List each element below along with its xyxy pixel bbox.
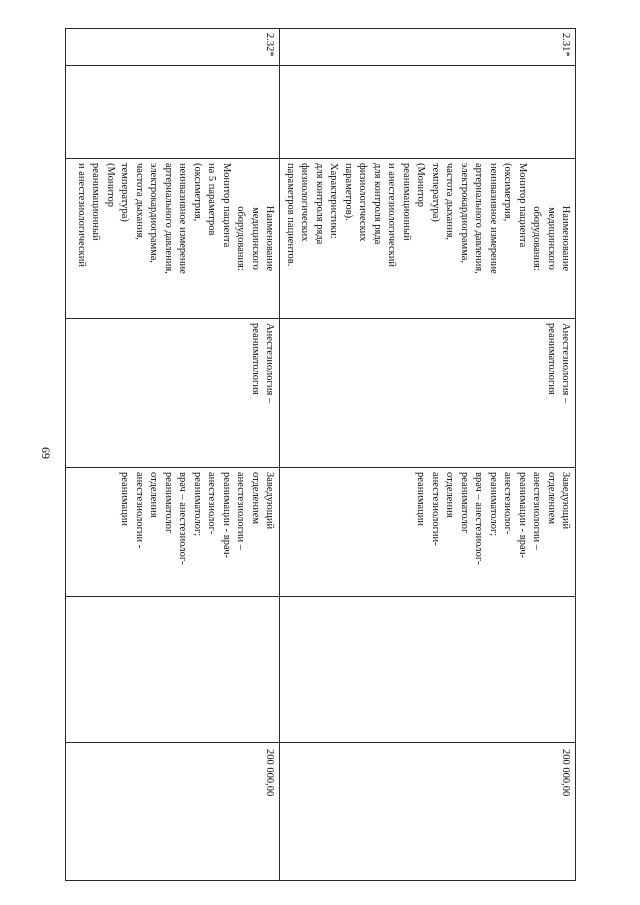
- empty-cell: [280, 597, 576, 743]
- equipment-name-line: физиологических: [299, 163, 311, 242]
- equipment-name-line: для контроля ряда: [313, 163, 325, 245]
- table-row: [66, 29, 280, 881]
- position-line: реаниматолог;: [191, 472, 203, 537]
- position-line: Заведующий: [264, 472, 275, 530]
- row-number-cell: [66, 29, 280, 66]
- equipment-name-line: реанимационный: [400, 163, 412, 241]
- equipment-name-line: артериального давления,: [162, 163, 174, 274]
- equipment-name-line: температура): [119, 163, 131, 222]
- rotated-table-frame: [66, 28, 576, 880]
- equipment-name-header-line: Наименование: [264, 205, 275, 272]
- equipment-name-line: (Монитор: [415, 163, 427, 208]
- position-line: реанимации: [119, 472, 131, 527]
- equipment-name-header-line: медицинского: [249, 207, 261, 270]
- table-container: [66, 28, 576, 880]
- position-line: отделением: [249, 472, 261, 525]
- equipment-name-line: и анестезиологический: [75, 163, 87, 267]
- table-row: [280, 29, 576, 881]
- position-line: реаниматолог: [458, 472, 470, 534]
- position-line: отделения: [148, 472, 160, 518]
- specialty-line: Анестезиология –: [560, 323, 571, 404]
- equipment-name-line: на 5 параметров: [206, 163, 218, 236]
- price-cell: [280, 743, 576, 881]
- position-line: анестезиологии -: [133, 472, 145, 549]
- equipment-name-line: неинвазивное измерение: [177, 163, 189, 274]
- specialty-line: Анестезиология –: [264, 323, 275, 404]
- price-value: 200 000,00: [560, 749, 571, 797]
- equipment-name-line: Монитор пациента: [220, 163, 232, 248]
- position-line: отделения: [444, 472, 456, 518]
- position-line: врач – анестезиолог-: [473, 472, 485, 565]
- position-line: анестезиологии –: [235, 472, 247, 551]
- code-cell: [280, 66, 576, 159]
- position-line: реаниматолог: [162, 472, 174, 534]
- equipment-table: [65, 28, 576, 881]
- equipment-name-line: параметров пациентов.: [284, 163, 296, 267]
- price-value: 200 000,00: [264, 749, 275, 797]
- equipment-name-line: параметров).: [342, 163, 354, 221]
- position-line: реанимации: [415, 472, 427, 527]
- equipment-name-line: Характеристики:: [328, 163, 340, 239]
- equipment-name-line: электрокардиограмма,: [148, 163, 160, 264]
- specialty-line: реаниматология: [249, 323, 261, 395]
- equipment-name-header-line: медицинского: [545, 207, 557, 270]
- equipment-name-line: температура): [429, 163, 441, 222]
- equipment-name-line: и анестезиологический: [386, 163, 398, 267]
- specialty-cell: [280, 319, 576, 468]
- position-line: отделением: [545, 472, 557, 525]
- row-number-cell: [280, 29, 576, 66]
- positions-cell: [280, 468, 576, 597]
- specialty-line: реаниматология: [545, 323, 557, 395]
- position-line: врач – анестезиолог-: [177, 472, 189, 565]
- equipment-name-line: Монитор пациента: [516, 163, 528, 248]
- equipment-name-line: физиологических: [357, 163, 369, 242]
- equipment-name-cell: [66, 159, 280, 319]
- equipment-name-line: частота дыхания,: [133, 163, 145, 241]
- equipment-name-header-line: оборудования:: [235, 206, 247, 271]
- position-line: анестезиолог-: [502, 472, 514, 535]
- position-line: реанимации - врач-: [220, 472, 232, 558]
- position-line: анестезиологии-: [429, 472, 441, 546]
- page-number: 69: [39, 447, 54, 459]
- positions-cell: [66, 468, 280, 597]
- equipment-name-line: частота дыхания,: [444, 163, 456, 241]
- row-number: 2.32*: [264, 33, 275, 57]
- position-line: анестезиологии –: [531, 472, 543, 551]
- equipment-name-header-line: оборудования:: [531, 206, 543, 271]
- price-cell: [66, 743, 280, 881]
- equipment-name-cell: [280, 159, 576, 319]
- position-line: анестезиолог-: [206, 472, 218, 535]
- equipment-name-line: реанимационный: [90, 163, 102, 241]
- empty-cell: [66, 597, 280, 743]
- position-line: реаниматолог;: [487, 472, 499, 537]
- equipment-name-line: (оксиметрия,: [191, 163, 203, 222]
- code-cell: [66, 66, 280, 159]
- equipment-name-line: неинвазивное измерение: [487, 163, 499, 274]
- equipment-name-line: (Монитор: [104, 163, 116, 208]
- equipment-name-line: (оксиметрия,: [502, 163, 514, 222]
- specialty-cell: [66, 319, 280, 468]
- equipment-name-line: для контроля ряда: [371, 163, 383, 245]
- row-number: 2.31*: [560, 33, 571, 57]
- equipment-name-header-line: Наименование: [560, 205, 571, 272]
- table-body: [66, 29, 576, 881]
- equipment-name-line: электрокардиограмма,: [458, 163, 470, 264]
- equipment-name-line: артериального давления,: [473, 163, 485, 274]
- position-line: Заведующий: [560, 472, 571, 530]
- position-line: реанимации - врач-: [516, 472, 528, 558]
